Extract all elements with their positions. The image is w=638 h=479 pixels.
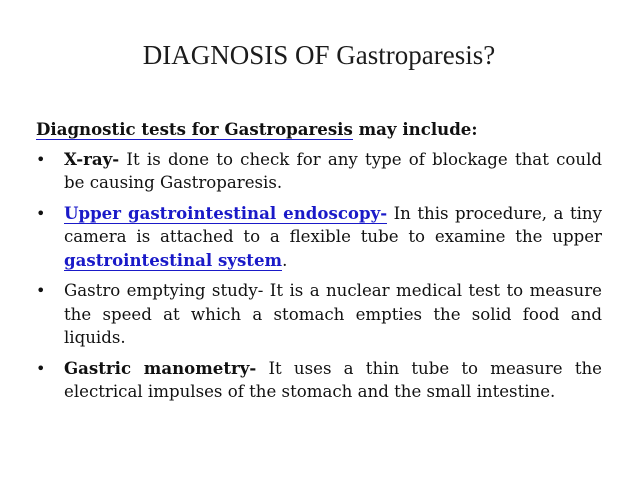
slide-title: DIAGNOSIS OF Gastroparesis? [142, 40, 496, 70]
bullet-tail: . [282, 250, 288, 270]
bullet-term: X-ray- [64, 148, 120, 169]
bullet-text: In this procedure, a tiny camera is attached to a flexible tube to examine the upper [64, 203, 602, 246]
bullet-manometry [36, 357, 602, 404]
bullet-term-link[interactable]: Upper gastrointestinal endoscopy- [64, 202, 388, 223]
intro-line [36, 118, 602, 142]
bullet-list [36, 148, 602, 404]
intro-rest: may include: [352, 119, 478, 139]
bullet-text: Gastro emptying study- It is a nuclear medical test to measure the speed at which a stomach empties the solid food and liquids. [64, 281, 602, 347]
slide-content [36, 118, 602, 411]
bullet-text: It uses a thin tube to measure the electrical impulses of the stomach and the small intestine. [64, 358, 602, 401]
intro-lead: Diagnostic tests for Gastroparesis [36, 119, 353, 139]
bullet-text: It is done to check for any type of blockage that could be causing Gastroparesis. [64, 149, 602, 192]
bullet-emptying-study [36, 279, 602, 350]
bullet-term: Gastric manometry- [64, 357, 257, 378]
gastrointestinal-system-link[interactable]: gastrointestinal system [64, 249, 283, 270]
bullet-xray [36, 148, 602, 195]
bullet-endoscopy [36, 202, 602, 273]
